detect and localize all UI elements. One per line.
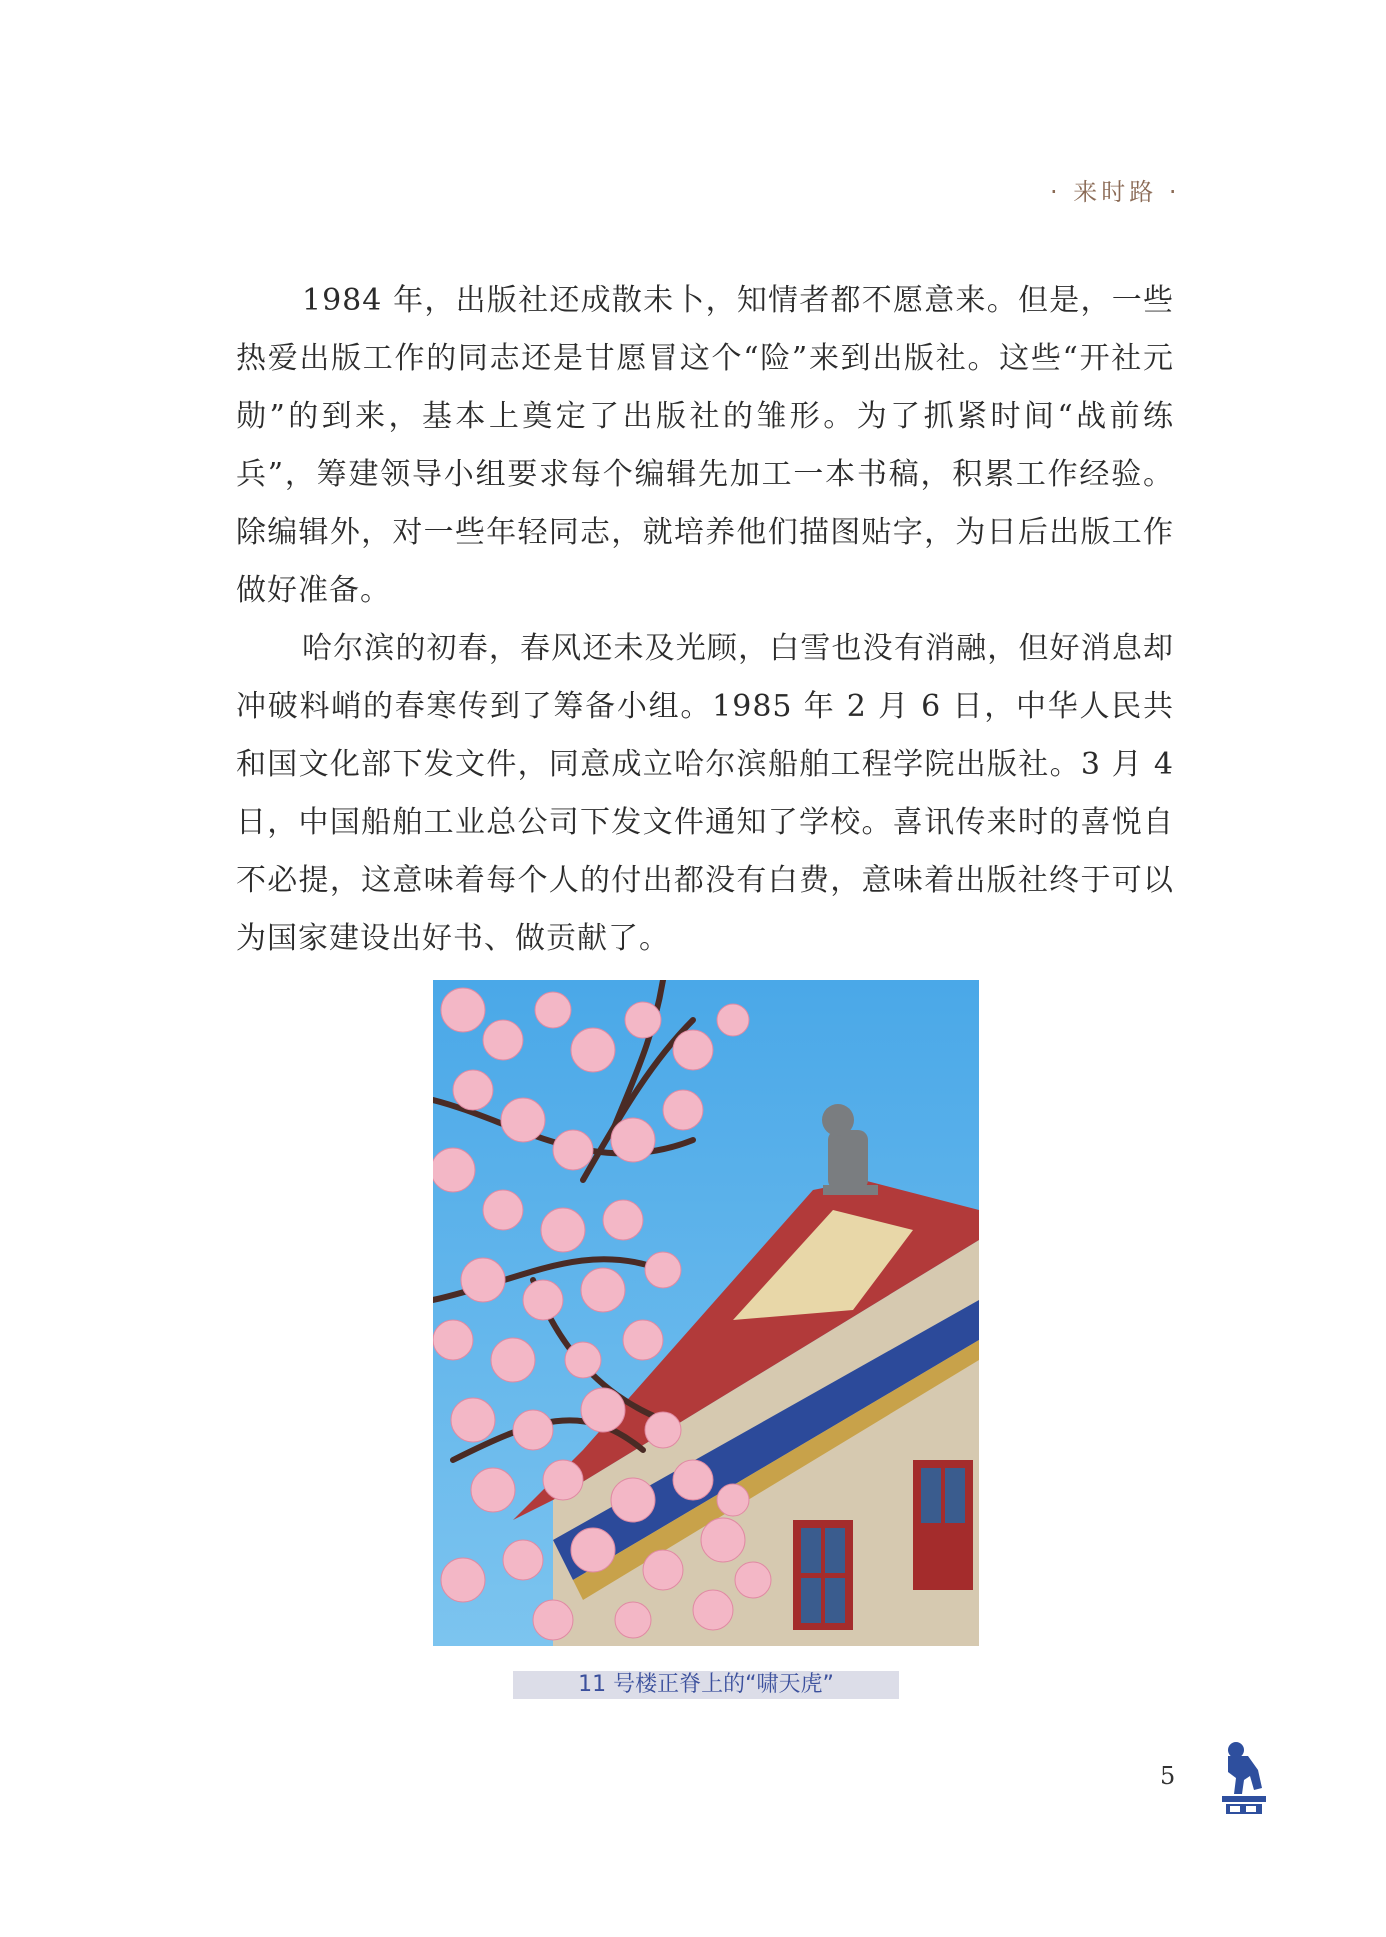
tiger-statue-logo-icon bbox=[1218, 1740, 1270, 1816]
cherry-blossom-building-photo bbox=[433, 980, 979, 1646]
running-header: · 来时路 · bbox=[1050, 178, 1181, 206]
page-number: 5 bbox=[1160, 1762, 1176, 1790]
paragraph-2: 哈尔滨的初春，春风还未及光顾，白雪也没有消融，但好消息却冲破料峭的春寒传到了筹备小组。1985 年 2 月 6 日，中华人民共和国文化部下发文件，同意成立哈尔滨船舶工程学院出版社。3 月 4 日，中国船舶工业总公司下发文件通知了学校。喜讯传来时的喜悦自不必提，这意味着每个人的付出都没有白费，意味着出版社终于可以为国家建设出好书、做贡献了。 bbox=[236, 631, 1174, 956]
paragraph-1: 1984 年，出版社还成散未卜，知情者都不愿意来。但是，一些热爱出版工作的同志还是甘愿冒这个“险”来到出版社。这些“开社元勋”的到来，基本上奠定了出版社的雏形。为了抓紧时间“战前练兵”，筹建领导小组要求每个编辑先加工一本书稿，积累工作经验。除编辑外，对一些年轻同志，就培养他们描图贴字，为日后出版工作做好准备。 bbox=[236, 283, 1174, 608]
figure-caption: 11 号楼正脊上的“啸天虎” bbox=[513, 1671, 899, 1699]
body-text bbox=[236, 272, 1174, 968]
